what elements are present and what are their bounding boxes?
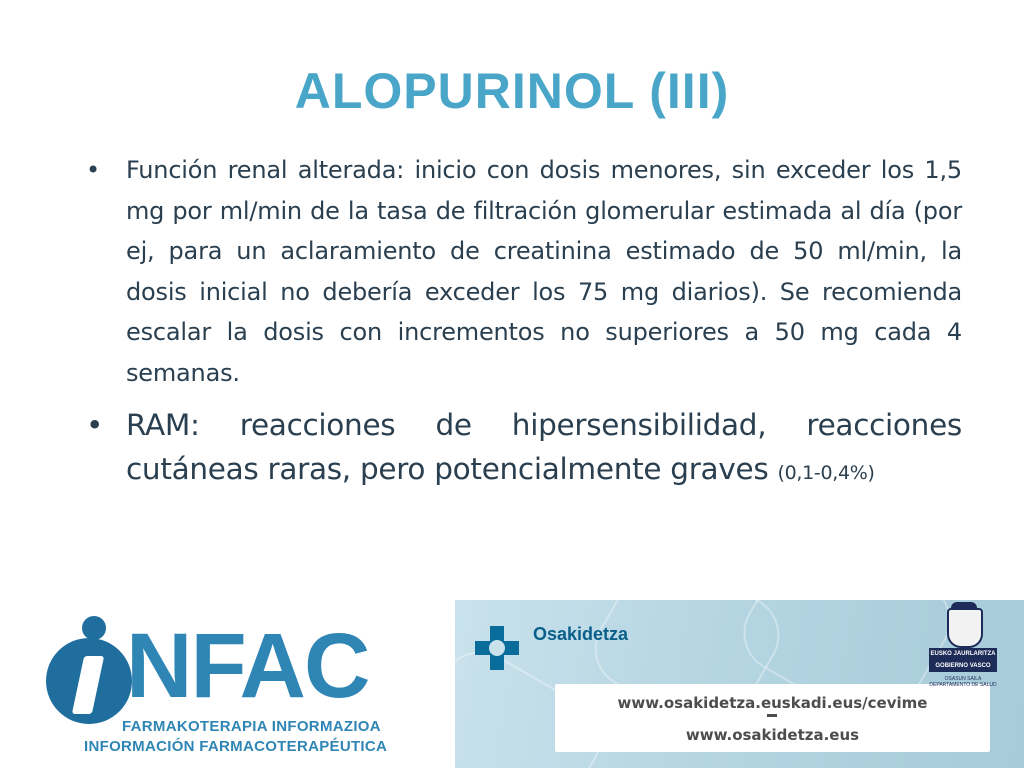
slide-title: ALOPURINOL (III) bbox=[294, 63, 730, 119]
logo-subtitle-spanish: INFORMACIÓN FARMACOTERAPÉUTICA bbox=[84, 738, 388, 755]
url-osakidetza[interactable]: www.osakidetza.eus bbox=[685, 726, 860, 744]
osakidetza-brand: Osakidetza bbox=[533, 624, 629, 644]
osakidetza-cross-icon bbox=[475, 626, 519, 670]
gov-department bbox=[921, 676, 1005, 688]
bullet-dot: • bbox=[86, 408, 104, 442]
gov-name-basque: EUSKO JAURLARITZA bbox=[930, 651, 996, 657]
url-box bbox=[555, 684, 990, 752]
logo-subtitle-basque: FARMAKOTERAPIA INFORMAZIOA bbox=[122, 718, 381, 735]
bullet-text: RAM: reacciones de hipersensibilidad, reacciones cutáneas raras, pero potencialmente graves bbox=[126, 408, 962, 486]
bullet-item-ram bbox=[84, 403, 962, 495]
logo-letters: NFAC bbox=[126, 615, 369, 717]
url-separator bbox=[767, 714, 777, 717]
bullet-dot: • bbox=[86, 156, 100, 184]
gov-department-spanish: DEPARTAMENTO DE SALUD bbox=[929, 682, 997, 688]
gobierno-vasco-logo bbox=[921, 608, 1005, 688]
infac-logo bbox=[40, 612, 440, 762]
footer-banner bbox=[455, 600, 1024, 768]
gov-department-basque: OSASUN SAILA bbox=[944, 676, 982, 682]
gov-name-box bbox=[929, 648, 997, 672]
url-cevime[interactable]: www.osakidetza.euskadi.eus/cevime bbox=[617, 694, 928, 712]
bullet-text: Función renal alterada: inicio con dosis menores, sin exceder los 1,5 mg por ml/min de la tasa de filtración glomerular estimada al día (por ej, para un aclaramiento de creatinina estimado de 50 ml/min, la dosis inicial no debería exceder los 75 mg diarios). Se recomienda escalar la dosis con incrementos no superiores a 50 mg cada 4 semanas. bbox=[126, 156, 962, 387]
bullet-list bbox=[84, 150, 962, 495]
gov-name-spanish: GOBIERNO VASCO bbox=[935, 663, 991, 669]
coat-of-arms-icon bbox=[947, 608, 983, 648]
bullet-item-renal bbox=[84, 150, 962, 393]
logo-i-dot bbox=[82, 616, 106, 640]
bullet-percentage: (0,1-0,4%) bbox=[777, 462, 875, 484]
